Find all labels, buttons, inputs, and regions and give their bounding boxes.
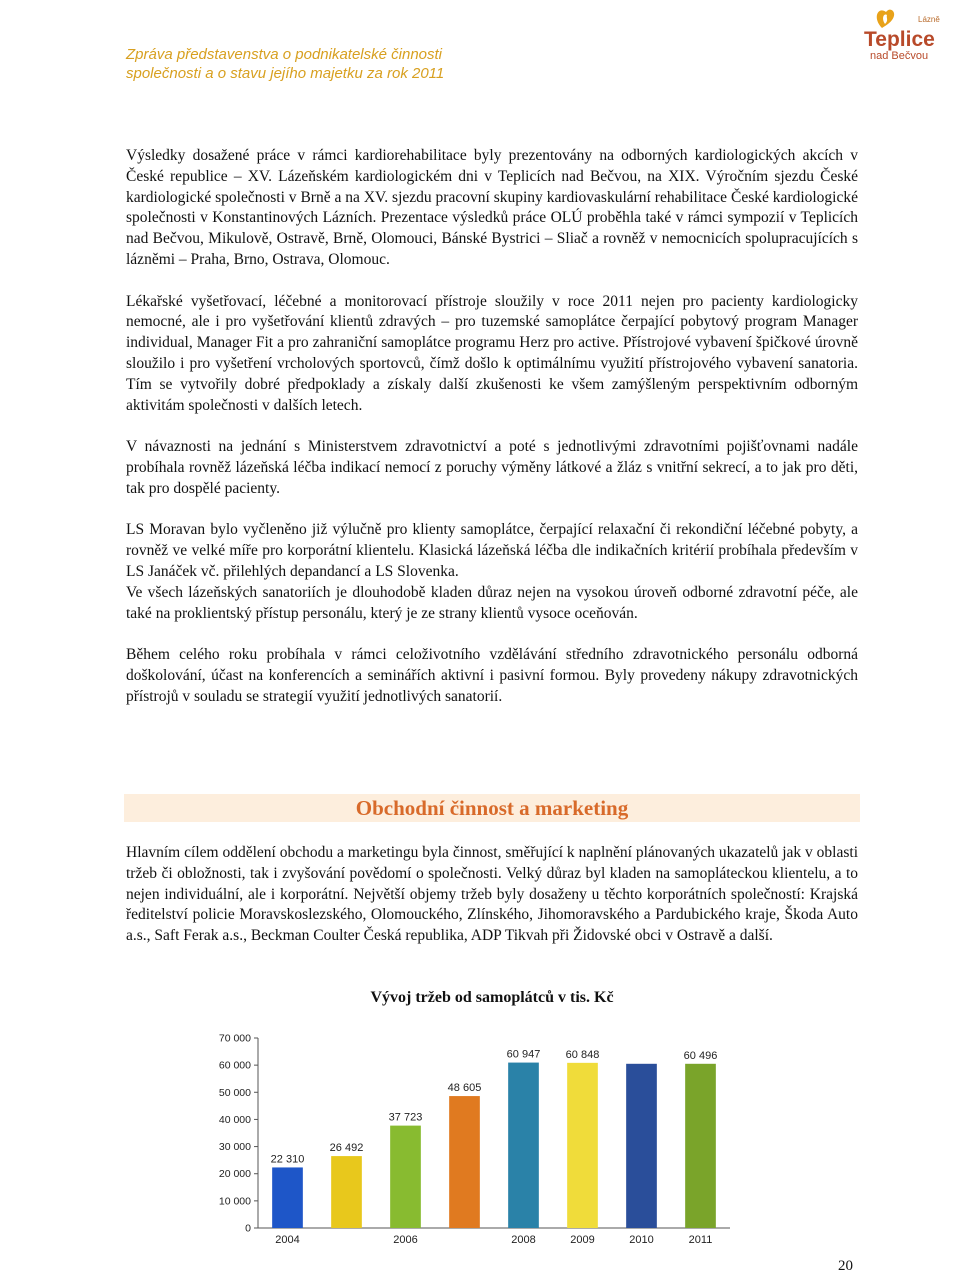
logo-main-text: Teplice — [864, 28, 935, 51]
y-tick-label: 0 — [245, 1222, 251, 1235]
bar-2007 — [449, 1096, 480, 1228]
x-tick-label: 2009 — [570, 1234, 595, 1246]
paragraph-navaznost: V návaznosti na jednání s Ministerstvem zdravotnictví a poté s jednotlivými zdravotními pojišťovnami nadále probíhala rovněž lázeňská léčba indikací nemocí z poruchy výměny látkové a žláz s vnitřní sekrecí, a to jak pro děti, tak pro dospělé pacienty. — [126, 438, 858, 497]
logo-small-text: Lázně — [918, 15, 940, 24]
paragraph-obchod: Hlavním cílem oddělení obchodu a marketingu byla činnost, směřující k naplnění plánovaných ukazatelů jak v oblasti tržeb či obložnosti, tak i zvyšování povědomí o společnosti. Velký důraz byl kladen na samopláteckou klientelu, a to nejen individuální, ale i korporátní. Největší objemy tržeb byly dosaženy u těchto korporátních společností: Krajská ředitelství policie Moravskoslezského, Olomouckého, Zlínského, Jihomoravského a Pardubického kraje, Škoda Auto a.s., Saft Ferak a.s., Beckman Coulter Česká republika, ADP Tikvah při Židovské obci v Ostravě a další. — [126, 844, 858, 945]
bar-2009 — [567, 1063, 598, 1228]
paragraph-sanatoria: Ve všech lázeňských sanatoriích je dlouhodobě kladen důraz nejen na vysokou úroveň odborné zdravotní péče, ale také na proklientský přístup personálu, který je ze strany klientů vysoce oceňován. — [126, 583, 858, 622]
chart-title: Vývoj tržeb od samoplátců v tis. Kč — [370, 989, 614, 1006]
x-tick-label: 2004 — [275, 1234, 300, 1246]
section-heading: Obchodní činnost a marketing — [124, 794, 860, 822]
revenue-bar-chart — [200, 1030, 740, 1250]
report-title-line2: společnosti a o stavu jejího majetku za rok 2011 — [126, 65, 445, 82]
bar-value-label: 60 496 — [683, 1049, 718, 1062]
report-header — [126, 45, 444, 83]
bar-value-label: 48 605 — [447, 1082, 482, 1095]
y-tick-label: 20 000 — [218, 1168, 251, 1181]
paragraph-vzdelavani: Během celého roku probíhala v rámci celoživotního vzdělávání středního zdravotnického personálu odborná doškolování, účast na konferencích a seminářích aktivní i pasivní formou. Byly provedeny nákupy zdravotnických přístrojů v souladu se strategií využití jednotlivých sanatorií. — [126, 646, 858, 705]
paragraph-moravan: LS Moravan bylo vyčleněno již výlučně pro klienty samoplátce, čerpající relaxační či rekondiční léčebné pobyty, a rovněž ve velké míře pro korporátní klientelu. Klasická lázeňská léčba dle indikačních kritérií probíhala především v LS Janáček vč. přilehlých depandancí a LS Slovenka. — [126, 521, 858, 580]
bar-2004 — [272, 1167, 303, 1228]
x-tick-label: 2010 — [629, 1234, 654, 1246]
bar-value-label: 22 310 — [270, 1153, 305, 1166]
bar-2008 — [508, 1063, 539, 1228]
bar-2006 — [390, 1126, 421, 1228]
bar-2005 — [331, 1156, 362, 1228]
report-title-line1: Zpráva představenstva o podnikatelské činnosti — [126, 46, 443, 63]
paragraph-kardiorehabilitace: Výsledky dosažené práce v rámci kardiorehabilitace byly prezentovány na odborných kardiologických akcích v České republice – XV. Lázeňském kardiologickém dni v Teplicích nad Bečvou, na XIX. Výročním sjezdu České kardiologické společnosti v Brně a na XV. sjezdu pracovní skupiny kardiovaskulární rehabilitace České kardiologické společnosti v Konstantinových Lázních. Prezentace výsledků práce OLÚ proběhla také v rámci sympozií v Teplicích nad Bečvou, Mikulově, Ostravě, Brně, Olomouci, Bánské Bystrici – Sliač a rovněž v nemocnicích spolupracujících s lázněmi – Praha, Brno, Ostrava, Olomouc. — [126, 147, 858, 268]
x-tick-label: 2011 — [688, 1234, 713, 1246]
section-body — [126, 843, 858, 947]
bar-2010 — [626, 1064, 657, 1228]
bar-value-label: 26 492 — [329, 1142, 364, 1155]
paragraph-pristroje: Lékařské vyšetřovací, léčebné a monitorovací přístroje sloužily v roce 2011 nejen pro pacienty kardiologicky nemocné, ale i pro vyšetřování klientů zdravých – pro tuzemské samoplátce čerpající pobytový program Manager individual, Manager Fit a pro zahraniční samoplátce programu Herz pro active. Přístrojové vybavení špičkové úrovně sloužilo i pro vyšetření vrcholových sportovců, čímž došlo k optimálnímu využití přístrojového vybavení sanatoria. Tím se vytvořily dobré předpoklady a získaly další zkušenosti ke všem zamýšleným perspektivním odborným aktivitám společnosti v dalších letech. — [126, 292, 858, 414]
y-tick-label: 10 000 — [218, 1195, 251, 1208]
body-text — [126, 146, 858, 728]
y-tick-label: 30 000 — [218, 1141, 251, 1154]
x-tick-label: 2006 — [393, 1234, 418, 1246]
y-tick-label: 50 000 — [218, 1086, 251, 1099]
bar-2011 — [685, 1064, 716, 1228]
bar-value-label: 60 848 — [565, 1048, 600, 1061]
teplice-logo — [862, 4, 940, 64]
bar-value-label: 60 947 — [506, 1048, 541, 1061]
y-tick-label: 40 000 — [218, 1113, 251, 1126]
bar-value-label: 37 723 — [388, 1111, 423, 1124]
logo-sub-text: nad Bečvou — [870, 50, 929, 62]
y-tick-label: 70 000 — [218, 1032, 251, 1045]
page-number: 20 — [838, 1258, 853, 1274]
y-tick-label: 60 000 — [218, 1059, 251, 1072]
x-tick-label: 2008 — [511, 1234, 536, 1246]
